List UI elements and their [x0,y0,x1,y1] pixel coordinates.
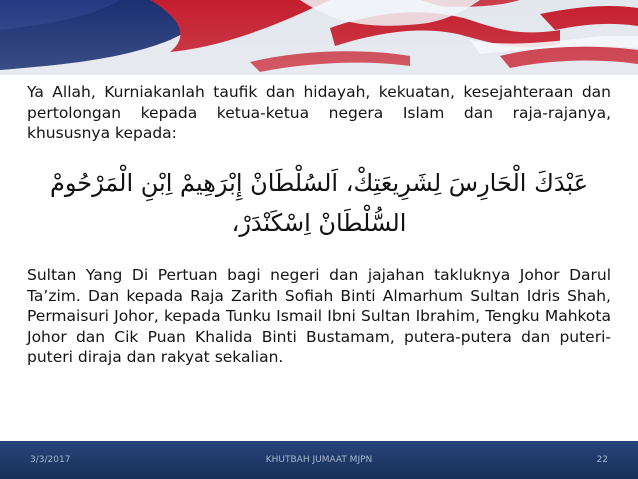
footer-date: 3/3/2017 [30,455,71,465]
royal-names-paragraph: Sultan Yang Di Pertuan bagi negeri dan jajahan takluknya Johor Darul Ta’zim. Dan kepada Raja Zarith Sofiah Binti Almarhum Sultan Idris Shah, Permaisuri Johor, kepada Tunku Ismail Ibni Sultan Ibrahim, Tengku Mahkota Johor dan Cik Puan Khalida Binti Bustamam, putera-putera dan puteri-puteri diraja dan rakyat sekalian. [27,266,611,366]
intro-paragraph: Ya Allah, Kurniakanlah taufik dan hidayah, kekuatan, kesejahteraan dan pertolongan kepada ketua-ketua negera Islam dan raja-rajanya, khususnya kepada: [27,83,611,142]
waving-flag-image [0,0,638,75]
slide-number: 22 [596,455,608,465]
slide-footer [0,441,638,479]
footer-title: KHUTBAH JUMAAT MJPN [265,455,373,465]
flag-background [0,0,638,75]
arabic-prayer-text: عَبْدَكَ الْحَارِسَ لِشَرِيعَتِكْ، اَلسُلْطَانْ إِبْرَهِيمْ اِبْنِ الْمَرْحُومْ السُّلْطَانْ اِسْكَنْدَرْ، [49,169,589,237]
